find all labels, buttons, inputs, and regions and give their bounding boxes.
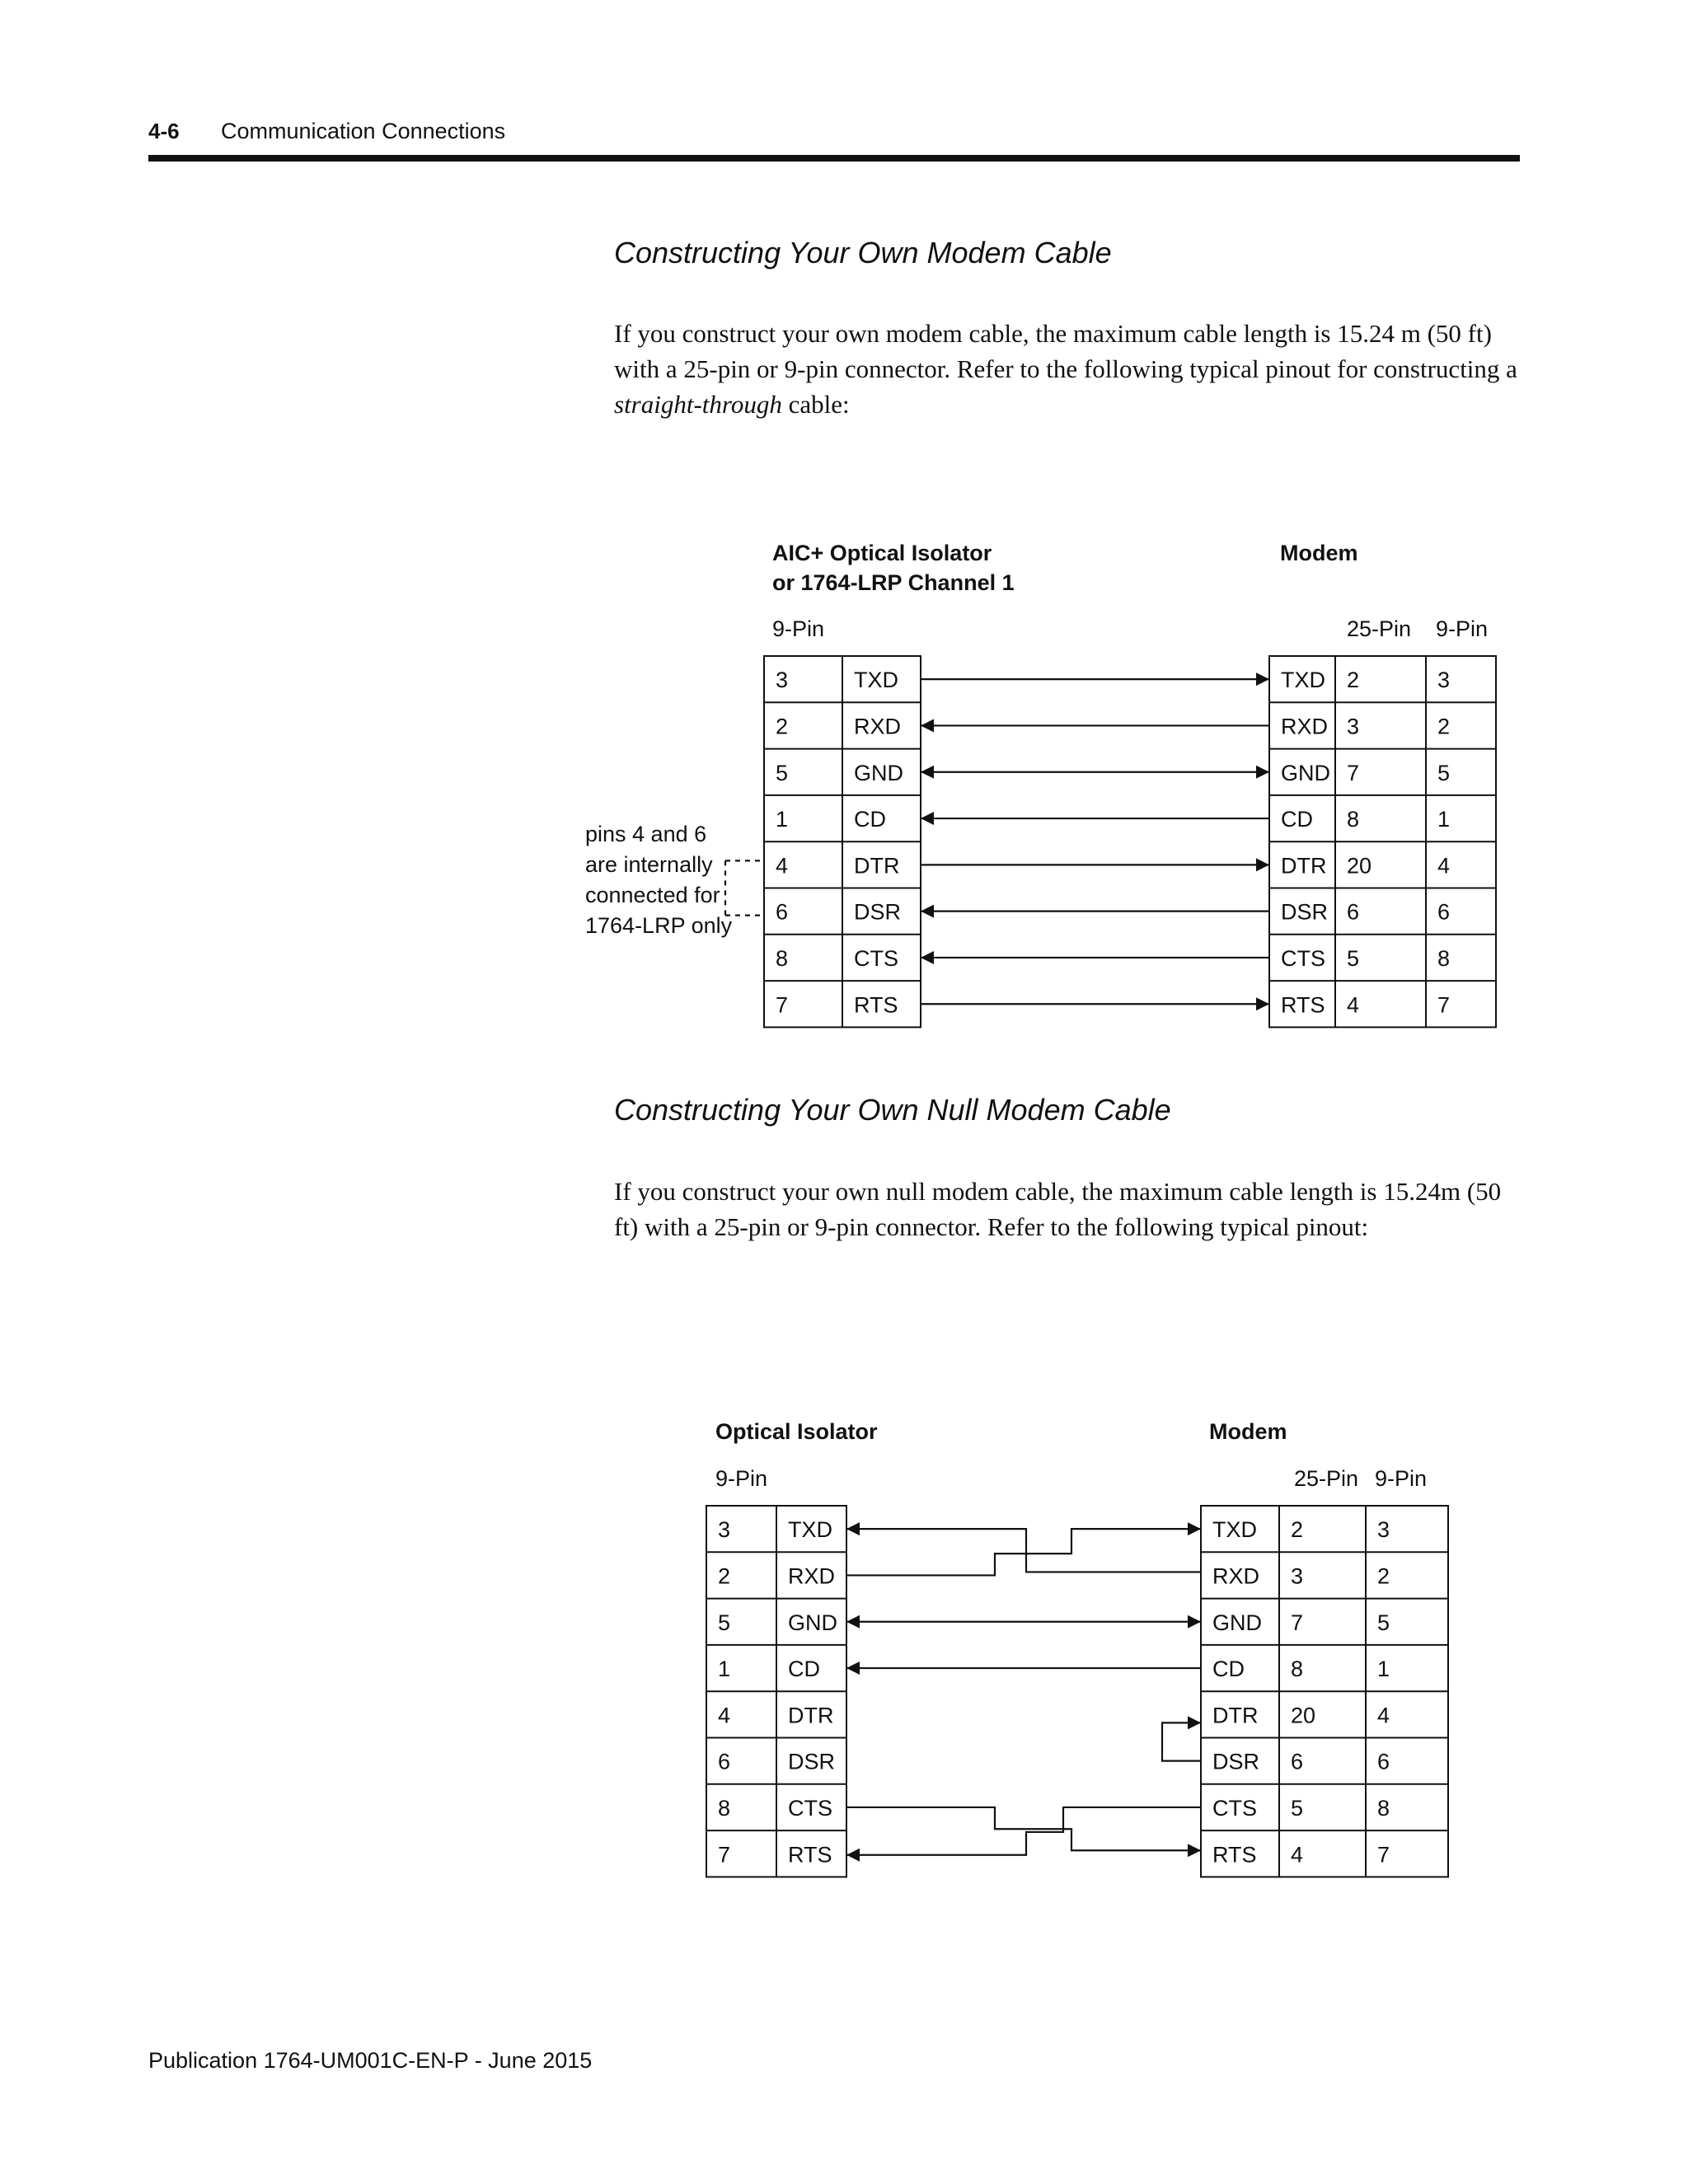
- loopback-dtr-dsr: [1162, 1722, 1201, 1760]
- right-pin25-number: 3: [1291, 1563, 1304, 1589]
- right-signal-label: DTR: [1212, 1703, 1259, 1728]
- right-signal-label: GND: [1212, 1610, 1262, 1635]
- diagram2-group: [706, 1419, 1448, 1877]
- left-signal-label: RTS: [788, 1842, 832, 1868]
- paragraph-text-start: If you construct your own modem cable, the maximum cable length is 15.24 m (50 ft) with a 25-pin or 9-pin connector. Refer to the following typical pinout for constructing a: [614, 319, 1517, 383]
- left-signal-label: DTR: [854, 853, 900, 879]
- right-pin9-number: 4: [1377, 1703, 1390, 1728]
- diagram2-left-title: Optical Isolator: [715, 1419, 878, 1444]
- section-title-modem-cable: Constructing Your Own Modem Cable: [614, 236, 1112, 269]
- right-signal-label: GND: [1281, 760, 1330, 785]
- right-signal-label: TXD: [1281, 668, 1325, 693]
- right-signal-label: TXD: [1212, 1517, 1257, 1543]
- right-pin25-number: 2: [1347, 668, 1360, 693]
- crossed-connection-txd-rxd: [846, 1529, 1201, 1572]
- right-pin9-number: 1: [1377, 1657, 1390, 1682]
- diagram1-left-pin-header: 9-Pin: [772, 616, 825, 641]
- right-signal-label: DSR: [1212, 1749, 1260, 1774]
- right-signal-label: CD: [1212, 1657, 1245, 1682]
- paragraph-null-modem-cable: If you construct your own null modem cable, the maximum cable length is 15.24m (50 ft) with a 25-pin or 9-pin connector. Refer to the following typical pinout:: [614, 1177, 1502, 1241]
- right-pin25-number: 6: [1291, 1749, 1304, 1774]
- diagram1-left-title-line2: or 1764-LRP Channel 1: [772, 570, 1015, 595]
- right-signal-label: RTS: [1212, 1842, 1257, 1868]
- left-signal-label: DSR: [854, 899, 902, 925]
- diagram1-note-line: pins 4 and 6: [585, 822, 707, 846]
- left-signal-label: GND: [788, 1610, 837, 1635]
- right-pin25-number: 4: [1291, 1842, 1304, 1868]
- diagram1-note-line: 1764-LRP only: [585, 913, 733, 938]
- right-signal-label: RXD: [1281, 714, 1329, 739]
- right-pin9-number: 7: [1437, 992, 1451, 1018]
- right-signal-label: DTR: [1281, 853, 1327, 879]
- diagram2-right-title: Modem: [1209, 1419, 1287, 1444]
- right-pin25-number: 3: [1347, 714, 1360, 739]
- right-pin25-number: 8: [1347, 807, 1360, 832]
- right-pin9-number: 5: [1377, 1610, 1390, 1635]
- diagram1-right-title: Modem: [1280, 541, 1358, 565]
- left-signal-label: TXD: [788, 1517, 832, 1543]
- running-header-title: Communication Connections: [221, 119, 506, 143]
- right-pin25-number: 2: [1291, 1517, 1304, 1543]
- left-pin-number: 1: [718, 1657, 731, 1682]
- left-pin-number: 7: [776, 992, 789, 1018]
- left-pin-number: 8: [718, 1795, 731, 1821]
- right-pin25-number: 6: [1347, 899, 1360, 925]
- left-pin-number: 3: [718, 1517, 731, 1543]
- left-pin-number: 5: [718, 1610, 731, 1635]
- right-pin-table: [1269, 656, 1496, 1027]
- left-signal-label: RTS: [854, 992, 898, 1018]
- right-pin25-number: 8: [1291, 1657, 1304, 1682]
- right-pin25-number: 7: [1291, 1610, 1304, 1635]
- right-pin25-number: 4: [1347, 992, 1360, 1018]
- right-pin-table: [1201, 1506, 1448, 1877]
- right-pin9-number: 8: [1377, 1795, 1390, 1821]
- left-signal-label: CTS: [788, 1795, 832, 1821]
- header-rule: [148, 155, 1520, 162]
- paragraph-emphasis: straight-through: [614, 390, 782, 419]
- right-pin25-number: 5: [1347, 945, 1360, 971]
- left-pin-number: 7: [718, 1842, 731, 1868]
- left-signal-label: DSR: [788, 1749, 836, 1774]
- crossed-connection-cts-rts: [846, 1807, 1201, 1850]
- right-pin25-number: 5: [1291, 1795, 1304, 1821]
- left-pin-number: 6: [718, 1749, 731, 1774]
- left-pin-number: 1: [776, 807, 789, 832]
- left-signal-label: CD: [788, 1657, 820, 1682]
- left-pin-number: 3: [776, 668, 789, 693]
- right-pin25-number: 20: [1291, 1703, 1316, 1728]
- paragraph-modem-cable: [614, 316, 1529, 422]
- left-pin-table: [706, 1506, 846, 1877]
- diagram1-left-title: AIC+ Optical Isolator: [772, 541, 992, 565]
- diagram1-note-line: connected for: [585, 883, 720, 907]
- left-signal-label: TXD: [854, 668, 898, 693]
- left-signal-label: GND: [854, 760, 903, 785]
- right-pin9-number: 3: [1437, 668, 1451, 693]
- left-pin-number: 4: [718, 1703, 731, 1728]
- right-pin9-number: 1: [1437, 807, 1451, 832]
- left-pin-number: 2: [776, 714, 789, 739]
- diagram1-group: [585, 541, 1496, 1027]
- right-signal-label: DSR: [1281, 899, 1329, 925]
- right-signal-label: RXD: [1212, 1563, 1260, 1589]
- diagram2-right-9pin-header: 9-Pin: [1375, 1466, 1428, 1491]
- right-pin25-number: 7: [1347, 760, 1360, 785]
- left-signal-label: CD: [854, 807, 886, 832]
- right-signal-label: CD: [1281, 807, 1313, 832]
- right-pin9-number: 6: [1377, 1749, 1390, 1774]
- diagram1-right-9pin-header: 9-Pin: [1436, 616, 1489, 641]
- right-pin9-number: 3: [1377, 1517, 1390, 1543]
- left-pin-number: 5: [776, 760, 789, 785]
- crossed-connection-rts-cts: [846, 1807, 1201, 1855]
- diagram1-right-25pin-header: 25-Pin: [1347, 616, 1412, 641]
- left-pin-number: 8: [776, 945, 789, 971]
- left-signal-label: RXD: [854, 714, 902, 739]
- right-signal-label: RTS: [1281, 992, 1325, 1018]
- right-pin9-number: 2: [1377, 1563, 1390, 1589]
- right-pin9-number: 2: [1437, 714, 1451, 739]
- left-signal-label: RXD: [788, 1563, 836, 1589]
- right-signal-label: CTS: [1212, 1795, 1257, 1821]
- left-pin-number: 2: [718, 1563, 731, 1589]
- diagram2-right-25pin-header: 25-Pin: [1294, 1466, 1359, 1491]
- left-signal-label: CTS: [854, 945, 898, 971]
- paragraph-text-end: cable:: [781, 390, 850, 419]
- section-title-null-modem-cable: Constructing Your Own Null Modem Cable: [614, 1093, 1171, 1127]
- right-pin25-number: 20: [1347, 853, 1372, 879]
- footer-publication: Publication 1764-UM001C-EN-P - June 2015: [148, 2048, 593, 2073]
- right-pin9-number: 8: [1437, 945, 1451, 971]
- left-pin-table: [764, 656, 921, 1027]
- diagram1-note-line: are internally: [585, 852, 713, 877]
- left-signal-label: DTR: [788, 1703, 834, 1728]
- left-pin-number: 6: [776, 899, 789, 925]
- right-signal-label: CTS: [1281, 945, 1325, 971]
- right-pin9-number: 4: [1437, 853, 1451, 879]
- page-number: 4-6: [148, 119, 180, 143]
- crossed-connection-rxd-txd: [846, 1529, 1201, 1575]
- right-pin9-number: 5: [1437, 760, 1451, 785]
- right-pin9-number: 6: [1437, 899, 1451, 925]
- left-pin-number: 4: [776, 853, 789, 879]
- right-pin9-number: 7: [1377, 1842, 1390, 1868]
- diagram2-left-pin-header: 9-Pin: [715, 1466, 768, 1491]
